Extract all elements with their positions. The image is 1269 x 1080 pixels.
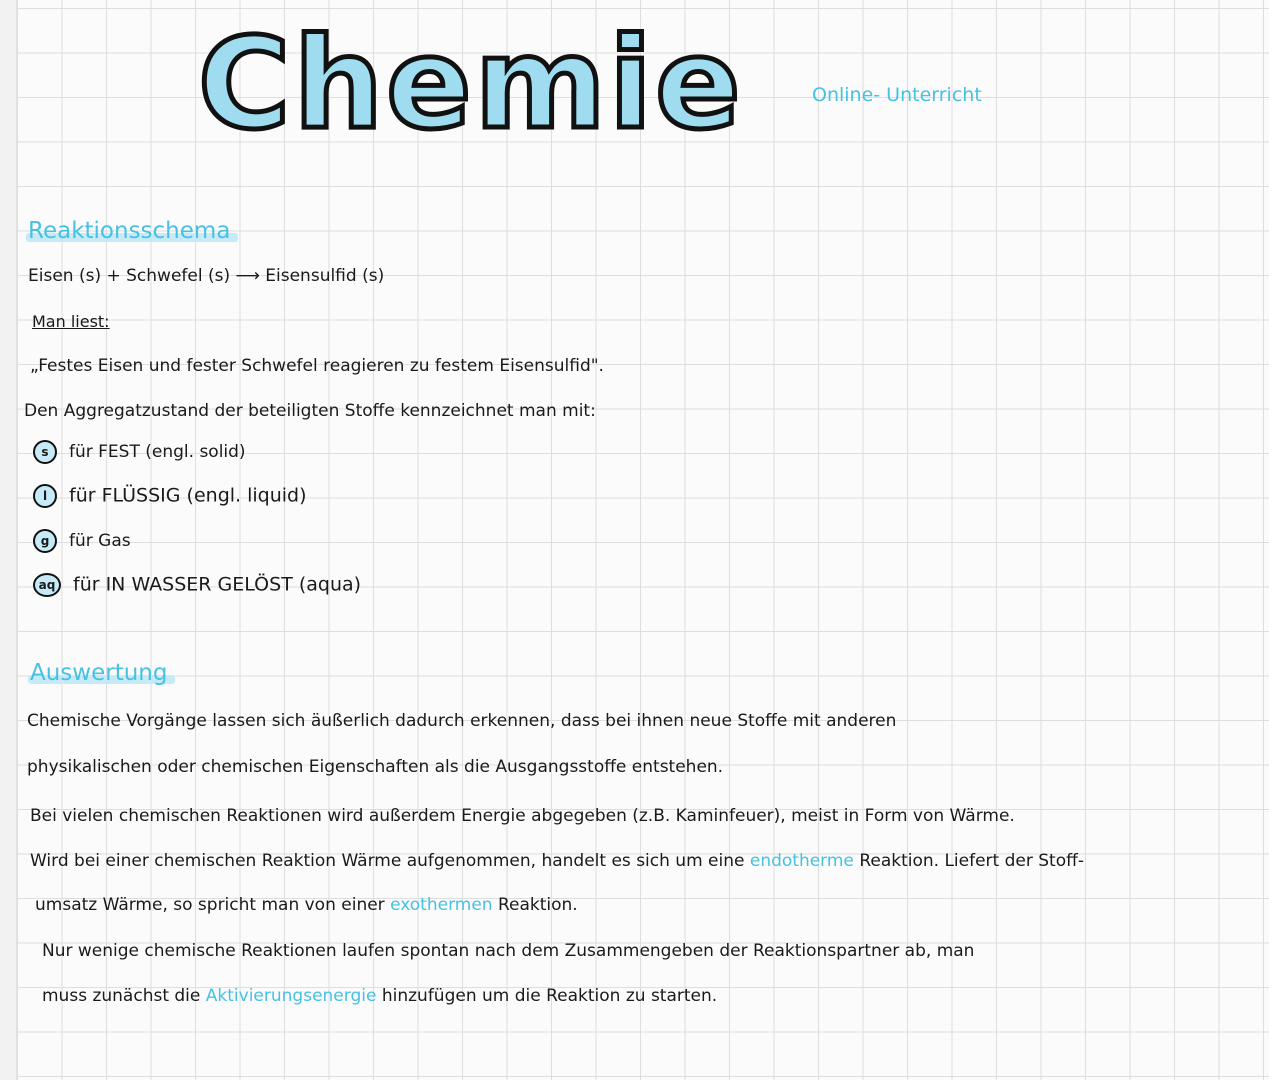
paragraph-line: physikalischen oder chemischen Eigenschaften als die Ausgangsstoffe entstehen. [27,757,724,777]
read-label: Man liest: [32,312,110,331]
read-text: „Festes Eisen und fester Schwefel reagieren zu festem Eisensulfid". [30,356,604,376]
state-text: für FLÜSSIG (engl. liquid) [69,484,307,507]
state-text: für Gas [69,531,131,551]
reaction-equation: Eisen (s) + Schwefel (s) ⟶ Eisensulfid (s) [28,266,385,286]
paragraph-line: Chemische Vorgänge lassen sich äußerlich dadurch erkennen, dass bei ihnen neue Stoffe mit anderen [27,711,897,731]
page-subtitle: Online- Unterricht [812,84,982,106]
section-heading-text: Auswertung [30,660,168,686]
text-segment: Wird bei einer chemischen Reaktion Wärme aufgenommen, handelt es sich um eine [30,851,745,871]
page-edge [0,0,17,1080]
state-symbol-solid: s [33,440,57,464]
state-symbol-liquid: l [33,484,57,508]
paragraph-line [35,895,578,915]
state-text: für IN WASSER GELÖST (aqua) [73,573,362,596]
text-segment: hinzufügen um die Reaktion zu starten. [381,986,718,1006]
paragraph-line: Nur wenige chemische Reaktionen laufen spontan nach dem Zusammengeben der Reaktionspartner ab, man [42,941,975,961]
states-intro: Den Aggregatzustand der beteiligten Stoffe kennzeichnet man mit: [24,401,596,421]
text-segment: Reaktion. [497,895,578,915]
text-segment: Reaktion. Liefert der Stoff- [859,851,1084,871]
section-heading-text: Reaktionsschema [28,218,231,244]
state-symbol-gas: g [33,529,57,553]
paragraph-line [42,986,717,1006]
state-item [33,440,246,464]
state-item [33,484,307,508]
section-heading-auswertung [30,660,167,686]
state-text: für FEST (engl. solid) [69,442,246,462]
paragraph-line: Bei vielen chemischen Reaktionen wird außerdem Energie abgegeben (z.B. Kaminfeuer), meist in Form von Wärme. [30,806,1015,826]
term-endotherm: endotherme [749,851,854,871]
state-symbol-aqua: aq [33,573,61,597]
page-title: Chemie [198,10,744,157]
state-item [33,529,131,553]
term-exotherm: exothermen [390,895,493,915]
term-aktivierungsenergie: Aktivierungsenergie [205,986,377,1006]
text-segment: muss zunächst die [42,986,201,1006]
text-segment: umsatz Wärme, so spricht man von einer [35,895,385,915]
section-heading-reaktionsschema [28,218,230,244]
paragraph-line [30,851,1084,871]
state-item [33,573,361,597]
